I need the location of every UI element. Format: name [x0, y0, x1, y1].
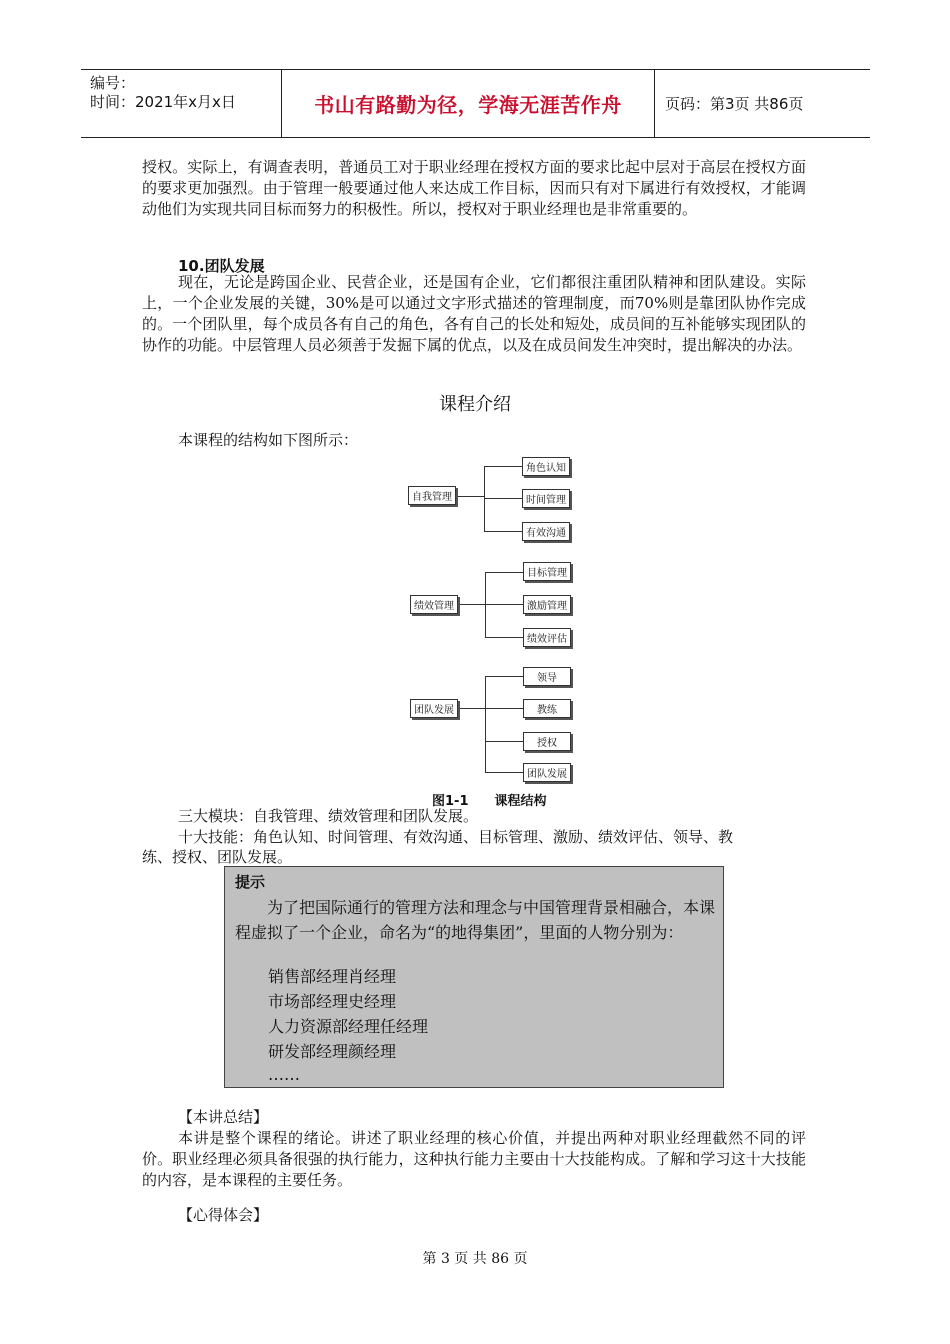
- summary-title: 【本讲总结】: [178, 1108, 269, 1126]
- diagram-node-team-development: 团队发展: [410, 699, 458, 718]
- reflection-title: 【心得体会】: [178, 1206, 269, 1224]
- diagram-connector: [460, 604, 485, 605]
- diagram-node-role-cognition: 角色认知: [522, 457, 570, 476]
- diagram-node-performance-evaluation: 绩效评估: [523, 628, 571, 647]
- ten-skills-text-line1: 十大技能：角色认知、时间管理、有效沟通、目标管理、激励、绩效评估、领导、教: [178, 828, 734, 846]
- ten-skills-text-line2: 练、授权、团队发展。: [142, 848, 293, 866]
- three-modules-text: 三大模块：自我管理、绩效管理和团队发展。: [178, 807, 479, 825]
- diagram-node-performance-management: 绩效管理: [410, 595, 458, 614]
- diagram-connector: [485, 676, 486, 773]
- diagram-connector: [485, 676, 523, 677]
- slogan: 书山有路勤为径，学海无涯苦作舟: [314, 93, 622, 117]
- diagram-connector: [485, 572, 523, 573]
- diagram-connector: [485, 741, 523, 742]
- figure-title: 课程结构: [494, 794, 547, 809]
- tip-list-item: ……: [268, 1065, 300, 1084]
- course-structure-diagram: [400, 452, 590, 784]
- diagram-connector: [485, 604, 523, 605]
- section-heading-team-development: 10.团队发展: [178, 257, 265, 275]
- paragraph-team-development: 现在，无论是跨国企业、民营企业，还是国有企业，它们都很注重团队精神和团队建设。实际上，一个企业发展的关键，30%是可以通过文字形式描述的管理制度，而70%则是靠团队协作完成的。一个团队里，每个成员各有自己的角色，各有自己的长处和短处，成员间的互补能够实现团队的协作的功能。中层管理人员必须善于发掘下属的优点，以及在成员间发生冲突时，提出解决的办法。: [142, 273, 806, 354]
- diagram-connector: [485, 708, 523, 709]
- number-label: 编号：: [90, 74, 136, 92]
- diagram-node-coaching: 教练: [523, 699, 571, 718]
- diagram-connector: [485, 772, 523, 773]
- diagram-node-leadership: 领导: [523, 667, 571, 686]
- diagram-connector: [460, 708, 485, 709]
- tip-list-item: 人力资源部经理任经理: [268, 1017, 429, 1036]
- course-intro-title: 课程介绍: [439, 394, 511, 415]
- diagram-connector: [484, 466, 522, 467]
- figure-number: 图1-1: [432, 794, 469, 809]
- course-intro-text: 本课程的结构如下图所示：: [178, 431, 359, 449]
- diagram-connector: [485, 572, 486, 638]
- diagram-connector: [485, 637, 523, 638]
- header-page-cell: [655, 70, 870, 137]
- header-slogan-cell: [282, 70, 655, 137]
- tip-list-item: 销售部经理肖经理: [268, 967, 397, 986]
- tip-title: 提示: [235, 873, 266, 891]
- diagram-node-team-development-skill: 团队发展: [523, 763, 571, 782]
- diagram-node-motivation-management: 激励管理: [523, 595, 571, 614]
- diagram-connector: [484, 498, 522, 499]
- page-footer: 第 3 页 共 86 页: [422, 1251, 528, 1267]
- tip-box: [224, 866, 724, 1088]
- tip-text: 为了把国际通行的管理方法和理念与中国管理背景相融合，本课程虚拟了一个企业，命名为“的地得集团”，里面的人物分别为：: [235, 898, 716, 942]
- diagram-connector: [484, 531, 522, 532]
- diagram-node-effective-communication: 有效沟通: [522, 522, 570, 541]
- diagram-node-self-management: 自我管理: [408, 486, 456, 505]
- paragraph-authorization: 授权。实际上，有调查表明，普通员工对于职业经理在授权方面的要求比起中层对于高层在授权方面的要求更加强烈。由于管理一般要通过他人来达成工作目标，因而只有对下属进行有效授权，才能调动他们为实现共同目标而努力的积极性。所以，授权对于职业经理也是非常重要的。: [142, 158, 806, 218]
- diagram-connector: [484, 466, 485, 532]
- header-left-cell: [81, 70, 282, 137]
- diagram-node-time-management: 时间管理: [522, 489, 570, 508]
- summary-text: 本讲是整个课程的绪论。讲述了职业经理的核心价值，并提出两种对职业经理截然不同的评价。职业经理必须具备很强的执行能力，这种执行能力主要由十大技能构成。了解和学习这十大技能的内容，是本课程的主要任务。: [142, 1129, 806, 1189]
- diagram-connector: [458, 496, 484, 497]
- time-label: 时间：2021年x月x日: [90, 93, 236, 111]
- page-info: 页码：第3页 共86页: [665, 95, 804, 113]
- diagram-node-goal-management: 目标管理: [523, 562, 571, 581]
- tip-list-item: 研发部经理颜经理: [268, 1042, 397, 1061]
- tip-list-item: 市场部经理史经理: [268, 992, 397, 1011]
- diagram-node-delegation: 授权: [523, 732, 571, 751]
- page-header: [81, 69, 870, 138]
